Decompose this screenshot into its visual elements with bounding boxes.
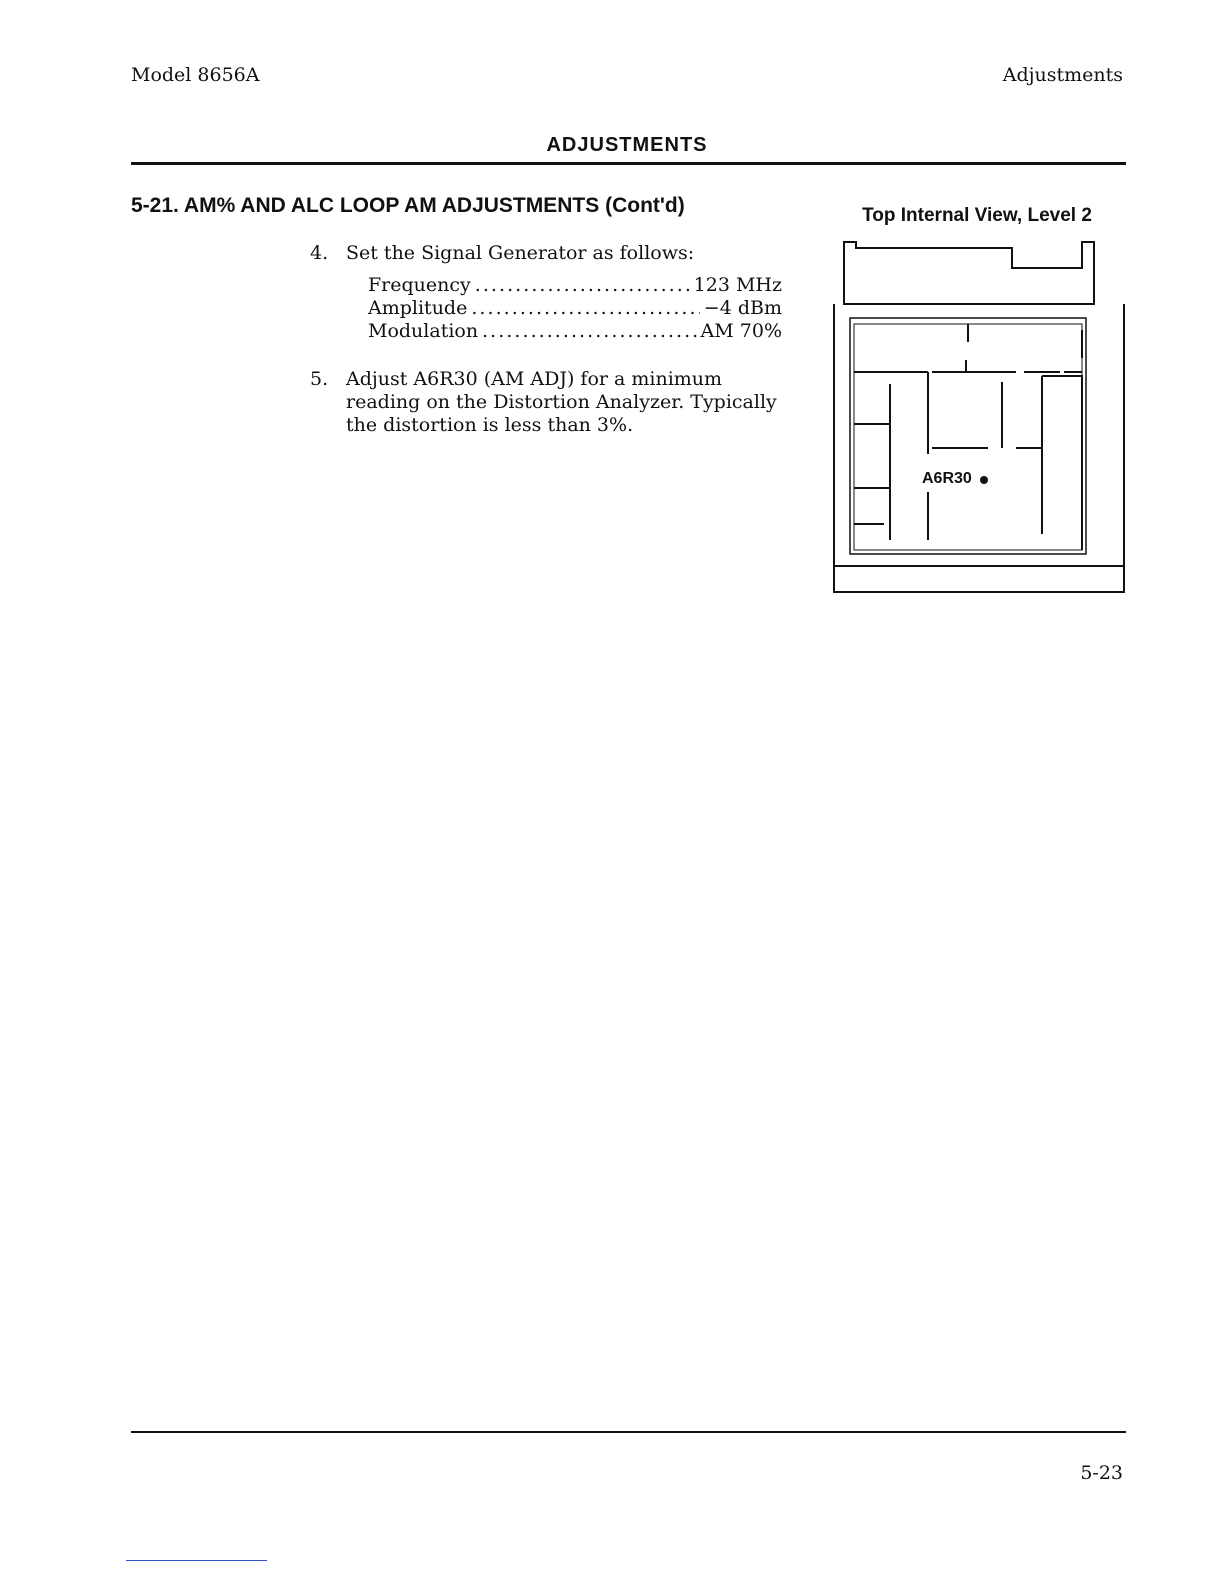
setting-value: −4 dBm [703,297,782,319]
setting-value: 123 MHz [693,274,782,296]
footer-underline [126,1560,267,1561]
setting-row-modulation [368,320,782,343]
step-text: Adjust A6R30 (AM ADJ) for a minimum reading on the Distortion Analyzer. Typically the distortion is less than 3%. [346,368,777,436]
setting-row-amplitude [368,297,782,320]
subsection-title: 5-21. AM% AND ALC LOOP AM ADJUSTMENTS (Cont'd) [131,194,685,217]
dot-leader [475,274,690,297]
step-number: 4. [310,242,329,264]
adjustment-point-marker [980,476,988,484]
setting-label: Modulation [368,320,479,342]
step-text: Set the Signal Generator as follows: [346,242,695,264]
setting-label: Amplitude [368,297,468,319]
setting-row-frequency [368,274,782,297]
footer-rule [131,1431,1126,1433]
figure-title: Top Internal View, Level 2 [862,205,1092,226]
shield-line [1042,376,1082,550]
step-number: 5. [310,368,329,390]
section-rule [131,162,1126,165]
running-header-chapter: Adjustments [1002,64,1123,86]
board-outline [850,318,1086,554]
page-number: 5-23 [1080,1462,1123,1484]
board-inner-outline [854,324,1082,550]
setting-label: Frequency [368,274,471,296]
dot-leader [482,320,696,343]
section-title: ADJUSTMENTS [546,134,708,156]
setting-value: AM 70% [700,320,782,342]
top-compartment-outline [844,242,1094,304]
dot-leader [471,297,699,320]
running-header-model: Model 8656A [131,64,260,86]
callout-label: A6R30 [922,470,972,487]
internal-view-diagram [828,234,1128,598]
